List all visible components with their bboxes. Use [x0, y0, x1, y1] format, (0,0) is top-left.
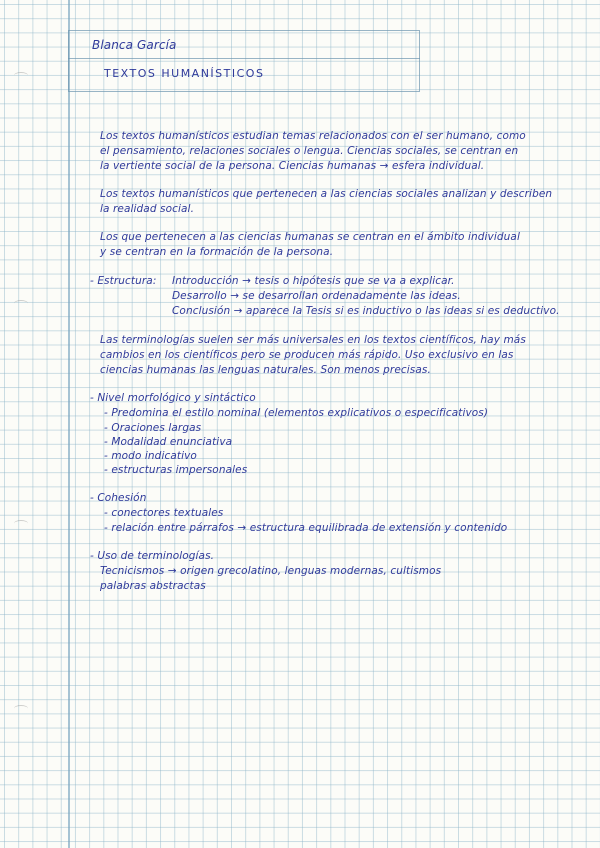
text-line: palabras abstractas: [100, 580, 206, 592]
text-line: y se centran en la formación de la persona.: [100, 246, 334, 258]
text-line: el pensamiento, relaciones sociales o lengua. Ciencias sociales, se centran en: [100, 145, 519, 157]
margin-line: [68, 0, 70, 848]
text-line: Tecnicismos → origen grecolatino, lenguas modernas, cultismos: [100, 565, 442, 577]
binder-hole: [14, 72, 28, 79]
text-line: Las terminologías suelen ser más universales en los textos científicos, hay más: [100, 334, 526, 346]
author-name: Blanca García: [92, 38, 177, 52]
text-line: cambios en los científicos pero se producen más rápido. Uso exclusivo en las: [100, 349, 514, 361]
list-item: - Modalidad enunciativa: [104, 436, 233, 448]
section-title: - Cohesión: [90, 492, 147, 504]
list-item: - Predomina el estilo nominal (elementos explicativos o especificativos): [104, 407, 489, 419]
text-line: Introducción → tesis o hipótesis que se va a explicar.: [172, 275, 455, 287]
text-line: Los que pertenecen a las ciencias humanas se centran en el ámbito individual: [100, 231, 520, 243]
text-line: Los textos humanísticos que pertenecen a las ciencias sociales analizan y describen: [100, 188, 553, 200]
list-item: - conectores textuales: [104, 507, 224, 519]
header-divider: [68, 58, 420, 59]
list-item: - Oraciones largas: [104, 422, 202, 434]
text-line: la vertiente social de la persona. Ciencias humanas → esfera individual.: [100, 160, 485, 172]
text-line: Los textos humanísticos estudian temas relacionados con el ser humano, como: [100, 130, 526, 142]
list-item: - relación entre párrafos → estructura equilibrada de extensión y contenido: [104, 522, 508, 534]
text-line: Desarrollo → se desarrollan ordenadamente las ideas.: [172, 290, 461, 302]
section-label: - Estructura:: [90, 275, 157, 287]
list-item: - estructuras impersonales: [104, 464, 248, 476]
text-line: la realidad social.: [100, 203, 195, 215]
binder-hole: [14, 705, 28, 712]
text-line: ciencias humanas las lenguas naturales. Son menos precisas.: [100, 364, 431, 376]
section-title: - Nivel morfológico y sintáctico: [90, 392, 256, 404]
page-title: TEXTOS HUMANÍSTICOS: [104, 67, 265, 80]
list-item: - modo indicativo: [104, 450, 197, 462]
text-line: Conclusión → aparece la Tesis si es inductivo o las ideas si es deductivo.: [172, 305, 560, 317]
section-title: - Uso de terminologías.: [90, 550, 215, 562]
binder-hole: [14, 300, 28, 307]
binder-hole: [14, 520, 28, 527]
